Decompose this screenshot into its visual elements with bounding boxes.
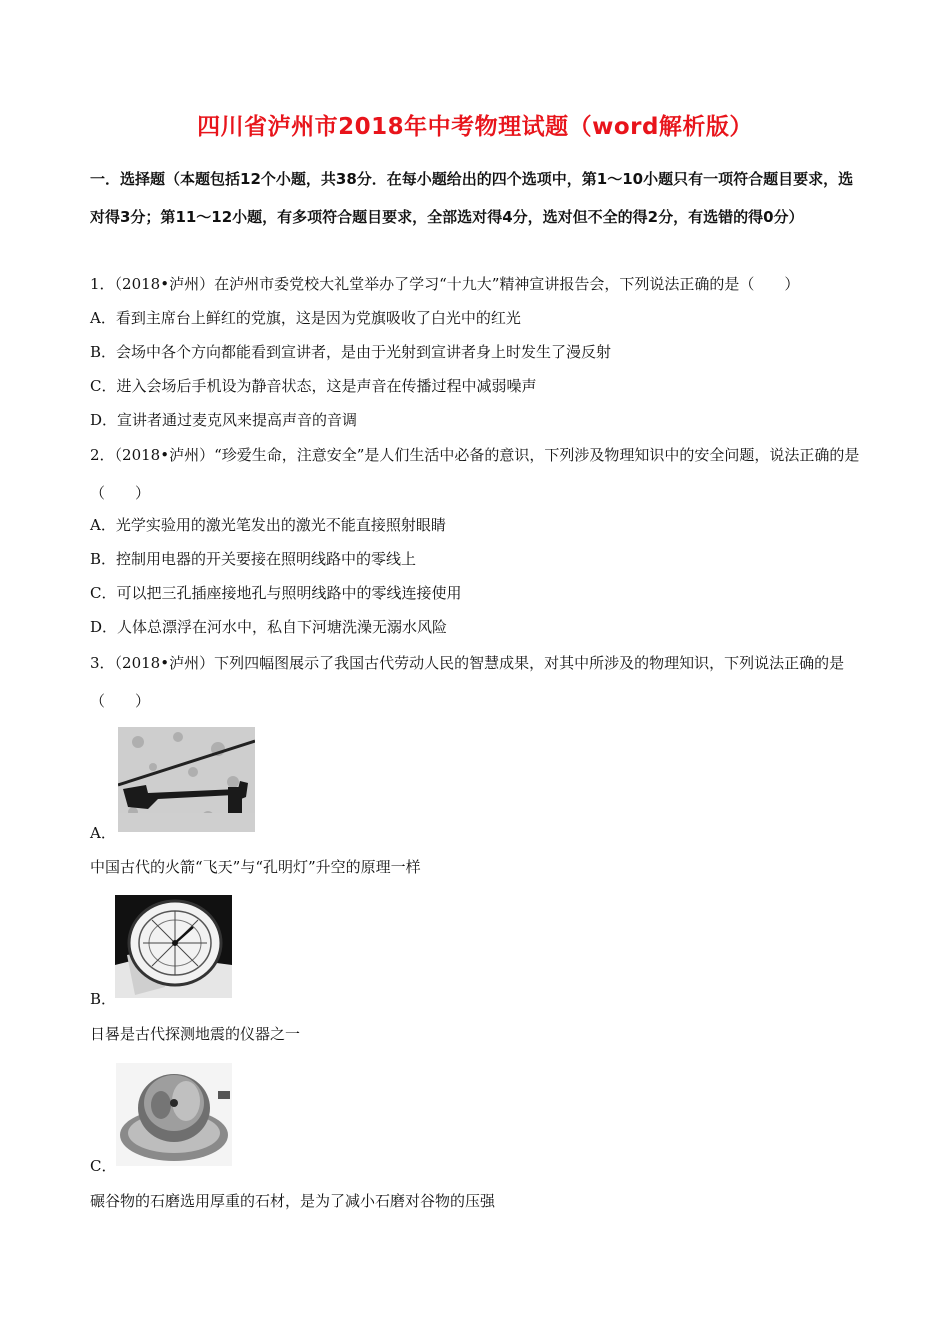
question-3-item-a-text: 中国古代的火箭“飞天”与“孔明灯”升空的原理一样 [90,858,421,876]
question-3-item-b-label: B． [90,990,117,1008]
question-3-item-c-label: C． [90,1157,117,1175]
question-1-option-a: A．看到主席台上鲜红的党旗，这是因为党旗吸收了白光中的红光 [90,309,521,327]
ancient-rocket-image [118,727,255,832]
question-2-option-b: B．控制用电器的开关要接在照明线路中的零线上 [90,550,417,568]
question-2-stem: 2．（2018•泸州）“珍爱生命，注意安全”是人们生活中必备的意识，下列涉及物理知识中的安全问题，说法正确的是（ ） [90,446,860,502]
question-2-option-c: C．可以把三孔插座接地孔与照明线路中的零线连接使用 [90,584,462,602]
sundial-image [115,895,232,998]
question-2-option-a: A．光学实验用的激光笔发出的激光不能直接照射眼睛 [90,516,446,534]
question-1-option-d: D．宣讲者通过麦克风来提高声音的音调 [90,411,358,429]
page-title: 四川省泸州市2018年中考物理试题（word解析版） [197,114,753,140]
question-3-item-c-text: 碾谷物的石磨选用厚重的石材，是为了减小石磨对谷物的压强 [90,1192,496,1210]
question-2-option-d: D．人体总漂浮在河水中，私自下河塘洗澡无溺水风险 [90,618,448,636]
question-1-option-c: C．进入会场后手机设为静音状态，这是声音在传播过程中减弱噪声 [90,377,537,395]
section-header: 一．选择题（本题包括12个小题，共38分．在每小题给出的四个选项中，第1～10小题只有一项符合题目要求，选对得3分；第11～12小题，有多项符合题目要求，全部选对得4分，选对但不全的得2分，有选错的得0分） [90,170,854,226]
question-3-stem: 3．（2018•泸州）下列四幅图展示了我国古代劳动人民的智慧成果，对其中所涉及的物理知识，下列说法正确的是（ ） [90,654,845,710]
question-3-item-a-label: A． [90,824,116,842]
question-3-item-b-text: 日晷是古代探测地震的仪器之一 [90,1025,301,1043]
stone-mill-image [116,1063,232,1166]
question-1-stem: 1．（2018•泸州）在泸州市委党校大礼堂举办了学习“十九大”精神宣讲报告会，下列说法正确的是（ ） [90,275,800,293]
question-1-option-b: B．会场中各个方向都能看到宣讲者，是由于光射到宣讲者身上时发生了漫反射 [90,343,612,361]
